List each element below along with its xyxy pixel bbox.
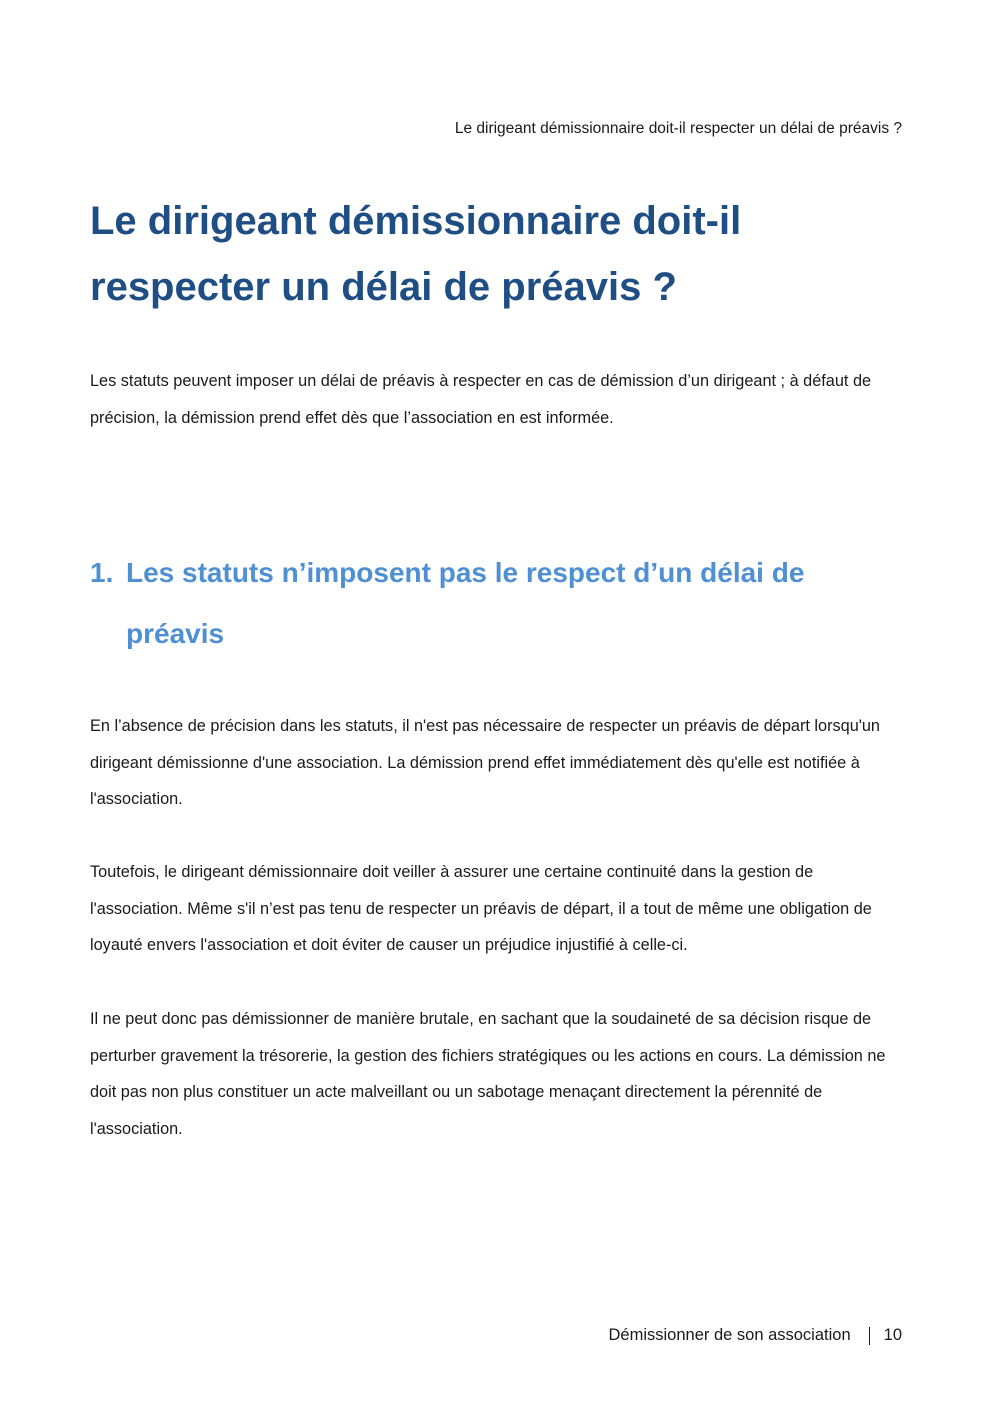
page-title: Le dirigeant démissionnaire doit-il respecter un délai de préavis ?	[90, 199, 742, 309]
footer-separator	[869, 1327, 870, 1345]
section-number: 1.	[90, 557, 114, 588]
section-heading	[90, 542, 870, 664]
page-footer	[609, 1326, 903, 1345]
page-number: 10	[883, 1326, 902, 1344]
footer-document-title: Démissionner de son association	[608, 1326, 851, 1344]
body-paragraph-2: Toutefois, le dirigeant démissionnaire doit veiller à assurer une certaine continuité dans la gestion de l'association. Même s'il n’est pas tenu de respecter un préavis de départ, il a tout de même une obligation de loyauté envers l'association et doit éviter de causer un préjudice injustifié à celle-ci.	[90, 863, 872, 955]
body-paragraph-3: Il ne peut donc pas démissionner de manière brutale, en sachant que la soudaineté de sa décision risque de perturber gravement la trésorerie, la gestion des fichiers stratégiques ou les actions en cours. La démission ne doit pas non plus constituer un acte malveillant ou un sabotage menaçant directement la pérennité de l'association.	[90, 1010, 886, 1138]
section-heading-text: Les statuts n’imposent pas le respect d’un délai de préavis	[126, 557, 805, 649]
body-paragraph-1: En l’absence de précision dans les statuts, il n'est pas nécessaire de respecter un préavis de départ lorsqu'un dirigeant démissionne d'une association. La démission prend effet immédiatement dès qu'elle est notifiée à l'association.	[90, 717, 880, 809]
running-header: Le dirigeant démissionnaire doit-il respecter un délai de préavis ?	[454, 120, 902, 137]
intro-paragraph: Les statuts peuvent imposer un délai de préavis à respecter en cas de démission d’un dirigeant ; à défaut de précision, la démission prend effet dès que l’association en est informée.	[90, 372, 872, 427]
